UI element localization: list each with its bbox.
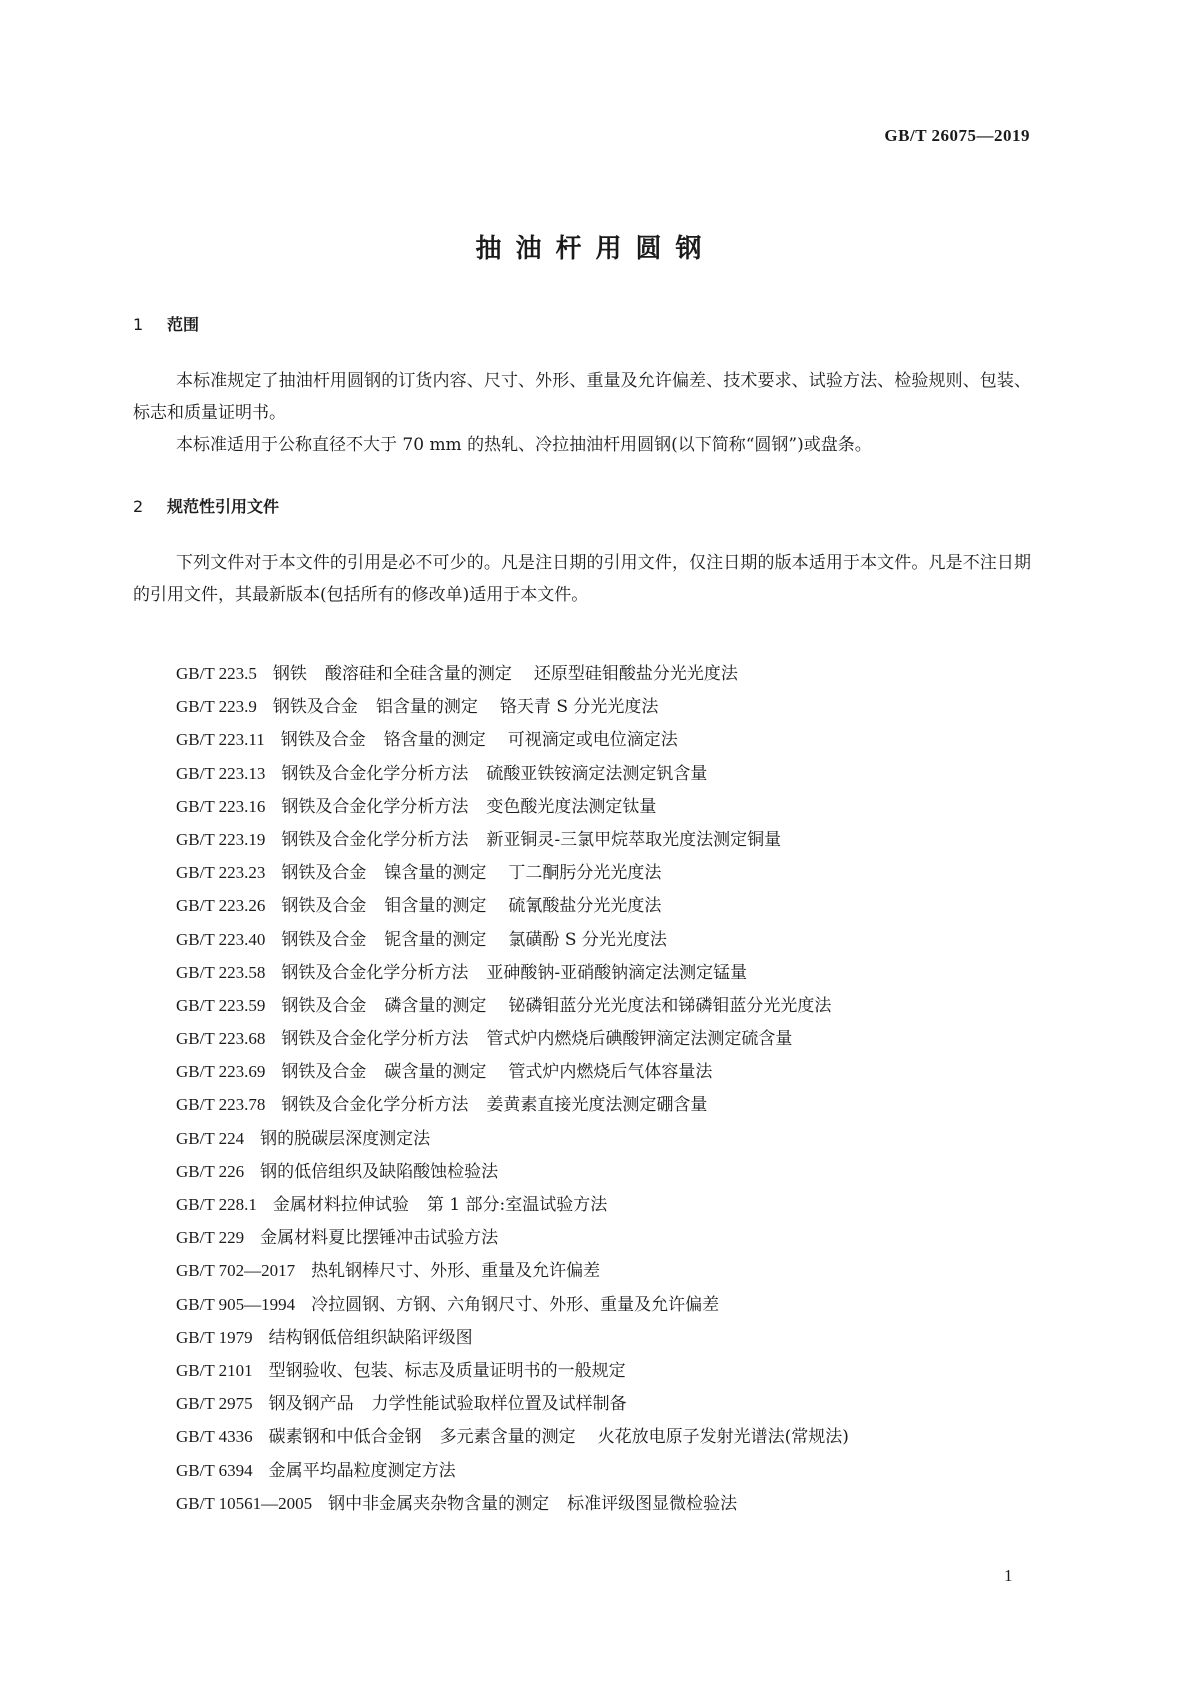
reference-title-part: 钢中非金属夹杂物含量的测定 (328, 1493, 550, 1514)
reference-title-part: 碳素钢和中低合金钢 (268, 1427, 422, 1448)
section-1-title: 范围 (167, 315, 200, 334)
reference-item (176, 723, 849, 756)
page-number: 1 (1004, 1566, 1013, 1585)
reference-title-part: 氯磺酚 S 分光光度法 (508, 929, 667, 950)
normative-references-intro: 下列文件对于本文件的引用是必不可少的。凡是注日期的引用文件，仅注日期的版本适用于本文件。凡是不注日期的引用文件，其最新版本(包括所有的修改单)适用于本文件。 (133, 553, 1031, 605)
reference-item (176, 1022, 849, 1055)
reference-item (176, 690, 849, 723)
reference-title-part: 还原型硅钼酸盐分光光度法 (533, 664, 738, 684)
reference-code: GB/T 223.23 (176, 863, 266, 883)
reference-title-part: 金属材料夏比摆锤冲击试验方法 (260, 1228, 499, 1249)
reference-code: GB/T 223.11 (176, 730, 265, 750)
reference-item (176, 1420, 849, 1453)
reference-title-part: 镍含量的测定 (384, 863, 487, 884)
reference-title-part: 新亚铜灵-三氯甲烷萃取光度法测定铜量 (486, 829, 782, 850)
reference-item (176, 1321, 849, 1354)
reference-item (176, 1088, 849, 1121)
document-title: 抽油杆用圆钢 (475, 234, 716, 264)
reference-list (176, 657, 849, 1520)
reference-title-part: 钢铁及合金 (280, 730, 366, 751)
standard-code-header: GB/T 26075—2019 (884, 126, 1030, 145)
scope-paragraph-1: 本标准规定了抽油杆用圆钢的订货内容、尺寸、外形、重量及允许偏差、技术要求、试验方法、检验规则、包装、标志和质量证明书。 (133, 371, 1031, 423)
reference-code: GB/T 223.69 (176, 1062, 266, 1082)
reference-title-part: 磷含量的测定 (384, 995, 487, 1016)
reference-item (176, 889, 849, 922)
reference-code: GB/T 223.59 (176, 995, 266, 1015)
reference-title-part: 型钢验收、包装、标志及质量证明书的一般规定 (268, 1360, 626, 1381)
reference-item (176, 1454, 849, 1487)
reference-code: GB/T 223.9 (176, 697, 257, 717)
reference-item (176, 823, 849, 856)
reference-item (176, 1354, 849, 1387)
reference-code: GB/T 223.5 (176, 664, 257, 683)
reference-item (176, 790, 849, 823)
reference-title-part: 钢铁及合金 (281, 1062, 367, 1083)
reference-item (176, 1254, 849, 1287)
reference-title-part: 多元素含量的测定 (439, 1427, 576, 1448)
reference-title-part: 火花放电原子发射光谱法(常规法) (597, 1427, 849, 1448)
reference-code: GB/T 223.19 (176, 829, 266, 849)
reference-code: GB/T 229 (176, 1228, 245, 1248)
section-1-heading (133, 312, 199, 335)
reference-title-part: 姜黄素直接光度法测定硼含量 (486, 1095, 708, 1116)
reference-title-part: 钢铁及合金化学分析方法 (281, 1029, 469, 1050)
reference-title-part: 钢铁及合金化学分析方法 (281, 1095, 469, 1116)
reference-title-part: 钢铁及合金 (281, 995, 367, 1016)
reference-title-part: 铝含量的测定 (375, 697, 478, 718)
reference-title-part: 管式炉内燃烧后碘酸钾滴定法测定硫含量 (486, 1029, 793, 1050)
reference-title-part: 钢铁及合金化学分析方法 (281, 763, 469, 784)
reference-item (176, 1221, 849, 1254)
reference-code: GB/T 2101 (176, 1360, 253, 1380)
reference-title-part: 热轧钢棒尺寸、外形、重量及允许偏差 (311, 1261, 601, 1282)
reference-title-part: 钼含量的测定 (384, 896, 487, 917)
scope-paragraph-2: 本标准适用于公称直径不大于 70 mm 的热轧、冷拉抽油杆用圆钢(以下简称“圆钢”)或盘条。 (176, 435, 872, 455)
reference-code: GB/T 223.16 (176, 796, 266, 816)
reference-code: GB/T 223.26 (176, 896, 266, 916)
reference-item (176, 856, 849, 889)
reference-title-part: 钢铁 (272, 664, 307, 684)
reference-item (176, 1387, 849, 1420)
reference-item (176, 1055, 849, 1088)
reference-item (176, 989, 849, 1022)
section-2-title: 规范性引用文件 (167, 497, 280, 516)
reference-code: GB/T 223.13 (176, 763, 266, 783)
reference-title-part: 冷拉圆钢、方钢、六角钢尺寸、外形、重量及允许偏差 (311, 1294, 720, 1315)
reference-code: GB/T 224 (176, 1128, 245, 1148)
reference-title-part: 碳含量的测定 (384, 1062, 487, 1083)
reference-item (176, 1288, 849, 1321)
reference-item (176, 1155, 849, 1188)
reference-title-part: 钢铁及合金 (281, 929, 367, 950)
reference-title-part: 硫氰酸盐分光光度法 (508, 896, 662, 917)
reference-title-part: 钢的低倍组织及缺陷酸蚀检验法 (260, 1161, 499, 1182)
section-2-heading (133, 494, 279, 517)
reference-title-part: 硫酸亚铁铵滴定法测定钒含量 (486, 763, 708, 784)
section-1-number: 1 (133, 315, 144, 334)
section-2-number: 2 (133, 497, 144, 516)
reference-title-part: 铌含量的测定 (384, 929, 487, 950)
reference-title-part: 管式炉内燃烧后气体容量法 (508, 1062, 713, 1083)
reference-code: GB/T 905—1994 (176, 1294, 296, 1314)
reference-title-part: 力学性能试验取样位置及试样制备 (371, 1394, 627, 1415)
reference-title-part: 钢的脱碳层深度测定法 (260, 1128, 431, 1149)
reference-item (176, 657, 849, 690)
reference-title-part: 标准评级图显微检验法 (567, 1493, 738, 1514)
reference-item (176, 956, 849, 989)
reference-title-part: 结构钢低倍组织缺陷评级图 (268, 1327, 473, 1348)
reference-title-part: 钢及钢产品 (268, 1394, 354, 1415)
reference-item (176, 923, 849, 956)
reference-title-part: 可视滴定或电位滴定法 (507, 730, 678, 751)
reference-item (176, 1122, 849, 1155)
reference-title-part: 钢铁及合金 (281, 863, 367, 884)
reference-code: GB/T 223.68 (176, 1029, 266, 1049)
reference-code: GB/T 228.1 (176, 1195, 257, 1214)
reference-code: GB/T 223.58 (176, 962, 266, 982)
reference-title-part: 金属材料拉伸试验 (272, 1195, 409, 1215)
reference-item (176, 757, 849, 790)
reference-title-part: 丁二酮肟分光光度法 (508, 863, 662, 884)
reference-title-part: 酸溶硅和全硅含量的测定 (324, 664, 512, 684)
reference-title-part: 钢铁及合金化学分析方法 (281, 962, 469, 983)
reference-title-part: 钢铁及合金 (272, 697, 358, 718)
reference-title-part: 金属平均晶粒度测定方法 (268, 1460, 456, 1481)
reference-code: GB/T 1979 (176, 1327, 253, 1347)
reference-code: GB/T 702—2017 (176, 1261, 296, 1281)
reference-code: GB/T 223.78 (176, 1095, 266, 1115)
reference-code: GB/T 223.40 (176, 929, 266, 949)
reference-item (176, 1188, 849, 1221)
reference-code: GB/T 2975 (176, 1394, 253, 1414)
reference-title-part: 变色酸光度法测定钛量 (486, 796, 657, 817)
reference-title-part: 第 1 部分:室温试验方法 (426, 1195, 608, 1215)
reference-title-part: 钢铁及合金化学分析方法 (281, 829, 469, 850)
reference-title-part: 铬天青 S 分光光度法 (499, 697, 659, 718)
reference-code: GB/T 4336 (176, 1427, 253, 1447)
reference-title-part: 亚砷酸钠-亚硝酸钠滴定法测定锰量 (486, 962, 748, 983)
reference-code: GB/T 6394 (176, 1460, 253, 1480)
reference-title-part: 钢铁及合金 (281, 896, 367, 917)
reference-code: GB/T 10561—2005 (176, 1493, 313, 1513)
reference-title-part: 钢铁及合金化学分析方法 (281, 796, 469, 817)
reference-item (176, 1487, 849, 1520)
reference-title-part: 铬含量的测定 (383, 730, 486, 751)
reference-title-part: 铋磷钼蓝分光光度法和锑磷钼蓝分光光度法 (508, 995, 832, 1016)
reference-code: GB/T 226 (176, 1161, 245, 1181)
